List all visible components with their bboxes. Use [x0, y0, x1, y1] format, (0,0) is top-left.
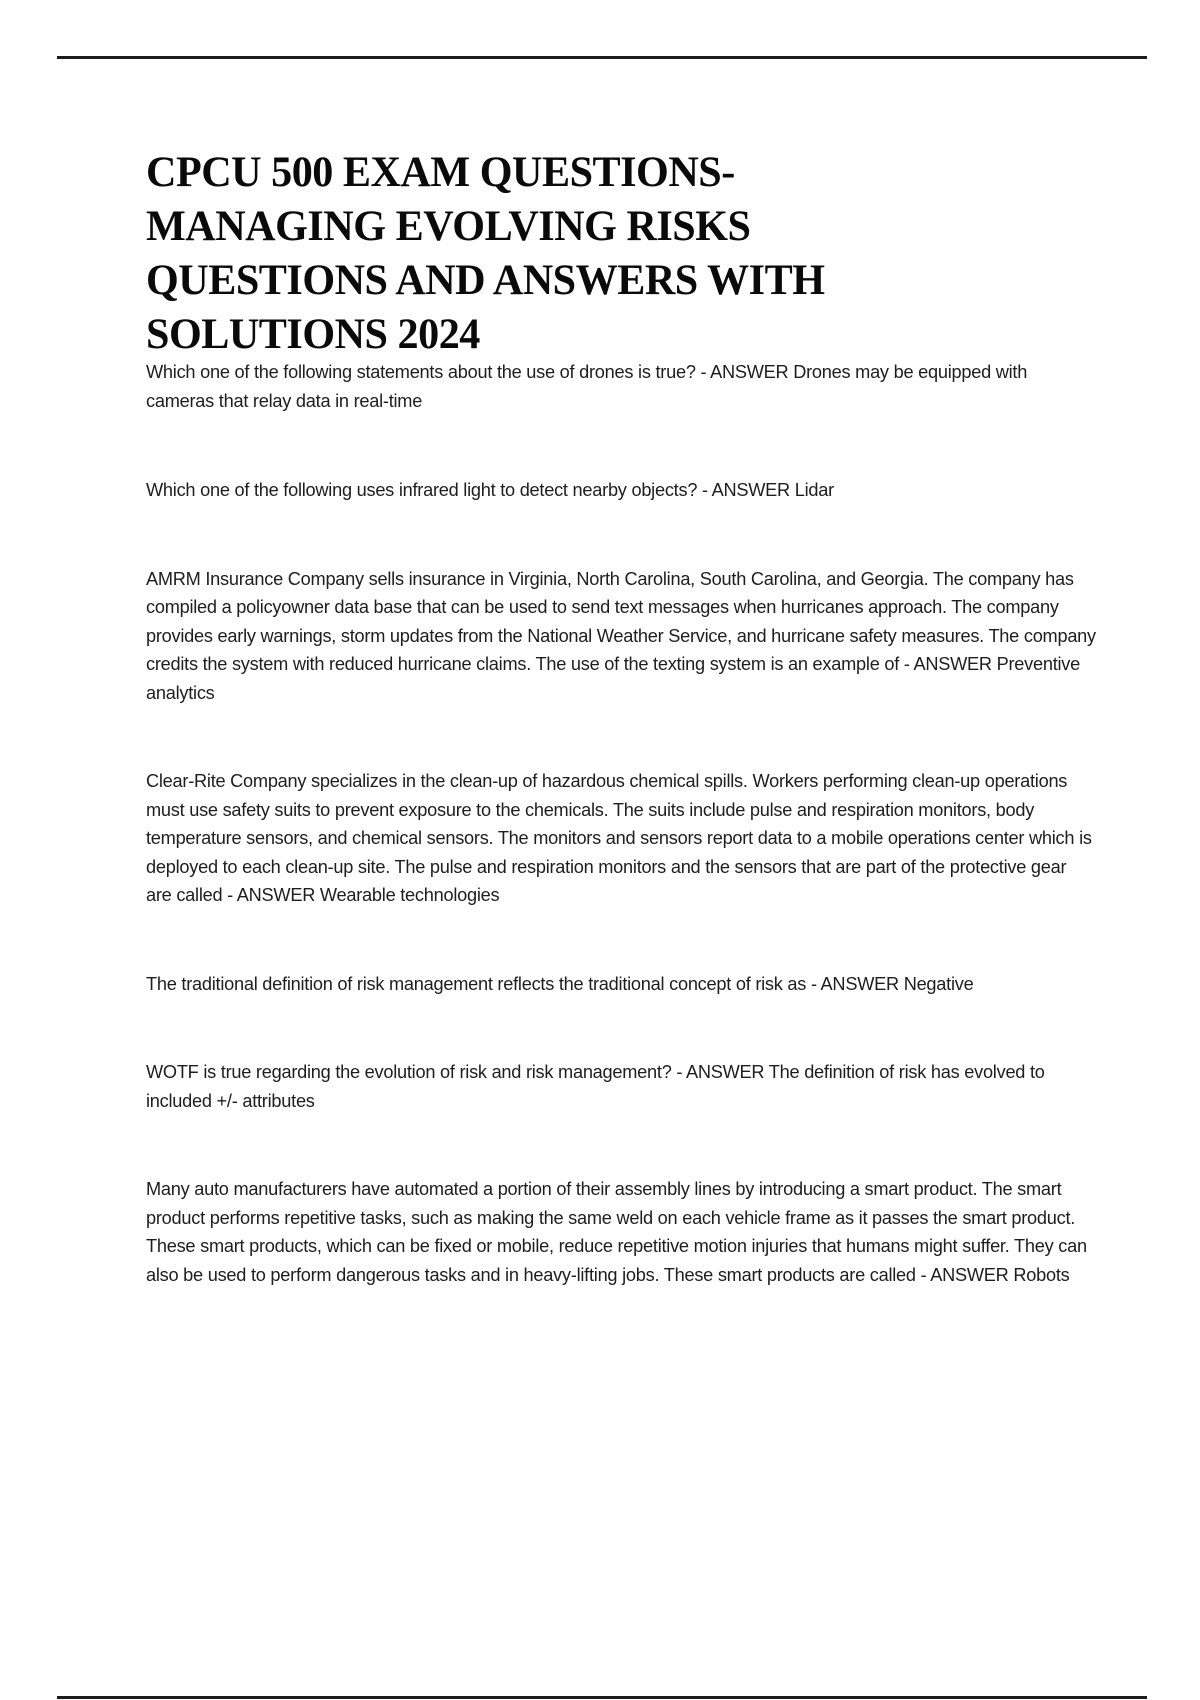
- title-line: QUESTIONS AND ANSWERS WITH: [146, 257, 825, 304]
- qa-item: [146, 565, 1096, 708]
- answer-text: Wearable technologies: [319, 885, 500, 905]
- answer-marker: - ANSWER: [222, 885, 320, 905]
- qa-item: [146, 476, 1096, 505]
- question-text: AMRM Insurance Company sells insurance in Virginia, North Carolina, South Carolina, and Georgia. The company has compiled a policyowner data base that can be used to send text messages when hurricanes approach. The company provides early warnings, storm updates from the National Weather Service, and hurricane safety measures. The company credits the system with reduced hurricane claims. The use of the texting system is an example of: [146, 568, 1096, 674]
- answer-text: Lidar: [794, 480, 834, 500]
- question-text: Which one of the following uses infrared light to detect nearby objects?: [146, 480, 698, 500]
- answer-marker: - ANSWER: [671, 1062, 769, 1082]
- qa-item: [146, 358, 1096, 415]
- answer-text: Robots: [1013, 1264, 1070, 1285]
- answer-marker: - ANSWER: [806, 973, 904, 994]
- answer-text: Drones may be equipped with cameras that relay data in real-time: [146, 362, 1028, 411]
- answer-marker: - ANSWER: [695, 362, 794, 382]
- answer-marker: - ANSWER: [899, 654, 997, 674]
- title-line: MANAGING EVOLVING RISKS: [146, 203, 751, 250]
- qa-item: [146, 1175, 1096, 1289]
- question-text: Which one of the following statements about the use of drones is true?: [146, 362, 696, 382]
- answer-text: The definition of risk has evolved to included +/- attributes: [146, 1062, 1045, 1111]
- title-line: CPCU 500 EXAM QUESTIONS-: [146, 149, 735, 196]
- question-text: WOTF is true regarding the evolution of risk and risk management?: [146, 1062, 672, 1082]
- answer-text: Negative: [903, 973, 974, 994]
- answer-marker: - ANSWER: [697, 480, 795, 500]
- document-title: [146, 146, 1077, 362]
- answer-text: Preventive analytics: [146, 654, 1081, 703]
- qa-item: [146, 767, 1096, 910]
- question-text: Many auto manufacturers have automated a portion of their assembly lines by introducing a smart product. The smart product performs repetitive tasks, such as making the same weld on each vehicle frame as it passes the smart product. These smart products, which can be fixed or mobile, reduce repetitive motion injuries that humans might suffer. They can also be used to perform dangerous tasks and in heavy-lifting jobs. These smart products are called: [146, 1179, 1087, 1285]
- top-rule: [57, 56, 1147, 59]
- question-text: Clear-Rite Company specializes in the clean-up of hazardous chemical spills. Workers performing clean-up operations must use safety suits to prevent exposure to the chemicals. The suits include pulse and respiration monitors, body temperature sensors, and chemical sensors. The monitors and sensors report data to a mobile operations center which is deployed to each clean-up site. The pulse and respiration monitors and the sensors that are part of the protective gear are called: [146, 771, 1092, 905]
- qa-item: [146, 970, 1096, 999]
- qa-item: [146, 1058, 1096, 1115]
- document-body: [146, 146, 1096, 1289]
- title-line: SOLUTIONS 2024: [146, 311, 480, 358]
- bottom-rule: [57, 1696, 1147, 1699]
- answer-marker: - ANSWER: [915, 1264, 1014, 1285]
- question-text: The traditional definition of risk management reflects the traditional concept of risk as: [146, 973, 807, 994]
